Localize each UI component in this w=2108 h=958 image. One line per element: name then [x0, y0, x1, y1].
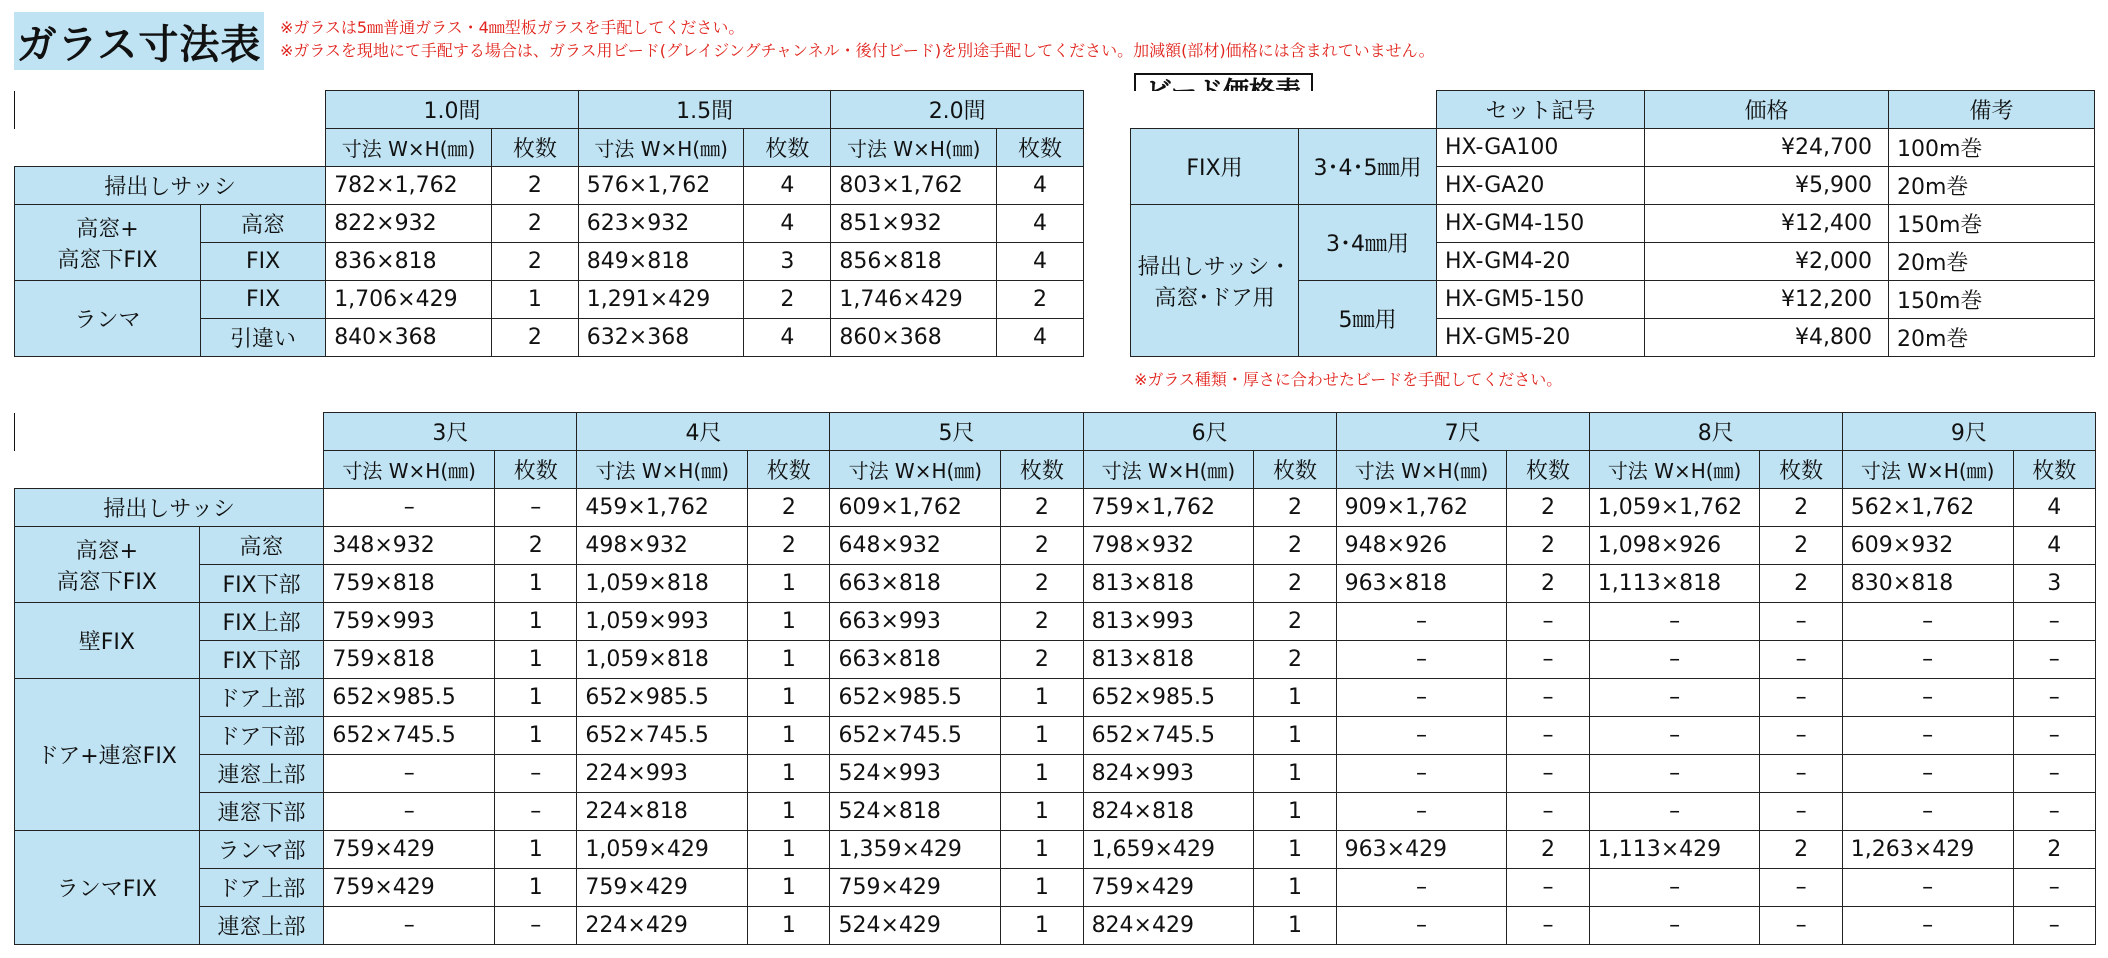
dimension-cell: 224×818: [577, 793, 748, 831]
quantity-cell: 2: [1254, 565, 1336, 603]
dimension-cell: 759×818: [324, 565, 495, 603]
dimension-cell: –: [1336, 641, 1507, 679]
dimension-cell: –: [1589, 793, 1760, 831]
qty-header: 枚数: [1760, 451, 1842, 489]
quantity-cell: 1: [748, 907, 830, 945]
quantity-cell: –: [1507, 793, 1589, 831]
dim-header: 寸法 W×H(㎜): [1589, 451, 1760, 489]
row-sub-label: ドア下部: [199, 717, 324, 755]
dimension-cell: –: [324, 793, 495, 831]
quantity-cell: 1: [495, 603, 577, 641]
bead-thickness-label: 3･4･5㎜用: [1299, 129, 1437, 205]
quantity-cell: –: [1507, 717, 1589, 755]
quantity-cell: –: [1760, 679, 1842, 717]
quantity-cell: 1: [1001, 793, 1083, 831]
quantity-cell: 1: [495, 717, 577, 755]
quantity-cell: 1: [495, 641, 577, 679]
quantity-cell: 4: [744, 319, 831, 357]
quantity-cell: 2: [1760, 565, 1842, 603]
dimension-cell: 1,113×818: [1589, 565, 1760, 603]
dimension-cell: –: [1842, 907, 2013, 945]
side-group-header: 9尺: [1842, 413, 2095, 451]
row-group-label: 高窓+ 高窓下FIX: [15, 205, 201, 281]
quantity-cell: 2: [748, 527, 830, 565]
quantity-cell: –: [1507, 641, 1589, 679]
dim-header: 寸法 W×H(㎜): [577, 451, 748, 489]
quantity-cell: 2: [1254, 489, 1336, 527]
note-line-1: ※ガラスは5㎜普通ガラス・4㎜型板ガラスを手配してください。: [280, 18, 745, 37]
dimension-cell: –: [1336, 869, 1507, 907]
quantity-cell: –: [495, 489, 577, 527]
dimension-cell: 856×818: [831, 243, 997, 281]
bead-use-label: 掃出しサッシ・ 高窓･ドア用: [1131, 205, 1299, 357]
dimension-cell: 1,113×429: [1589, 831, 1760, 869]
dimension-cell: 840×368: [326, 319, 492, 357]
dimension-cell: 759×818: [324, 641, 495, 679]
bead-thickness-label: 5㎜用: [1299, 281, 1437, 357]
quantity-cell: 1: [1001, 869, 1083, 907]
row-sub-label: FIX下部: [199, 565, 324, 603]
quantity-cell: –: [2013, 869, 2095, 907]
dimension-cell: 648×932: [830, 527, 1001, 565]
dimension-cell: 798×932: [1083, 527, 1254, 565]
row-sub-label: ドア上部: [199, 869, 324, 907]
bead-use-label: FIX用: [1131, 129, 1299, 205]
side-group-header: 5尺: [830, 413, 1083, 451]
quantity-cell: 2: [491, 167, 578, 205]
dim-header: 寸法 W×H(㎜): [326, 129, 492, 167]
quantity-cell: –: [1760, 755, 1842, 793]
dimension-cell: 1,059×818: [577, 641, 748, 679]
quantity-cell: 2: [997, 281, 1084, 319]
quantity-cell: 2: [491, 319, 578, 357]
row-group-label: 壁FIX: [15, 603, 200, 679]
front-corner: [15, 91, 326, 129]
dimension-cell: –: [1842, 869, 2013, 907]
quantity-cell: 1: [491, 281, 578, 319]
row-sub-label: 高窓: [199, 527, 324, 565]
dimension-cell: 652×985.5: [1083, 679, 1254, 717]
dimension-cell: 759×429: [830, 869, 1001, 907]
bead-set-code: HX-GA100: [1437, 129, 1645, 167]
dim-header: 寸法 W×H(㎜): [324, 451, 495, 489]
dimension-cell: 652×745.5: [324, 717, 495, 755]
quantity-cell: –: [495, 907, 577, 945]
front-group-header: 2.0間: [831, 91, 1084, 129]
note-line-2: ※ガラスを現地にて手配する場合は、ガラス用ビード(グレイジングチャンネル・後付ビード)を別途手配してください。加減額(部材)価格には含まれていません。: [280, 41, 1435, 60]
side-corner: [15, 413, 324, 451]
dimension-cell: 623×932: [578, 205, 744, 243]
dimension-cell: –: [1589, 603, 1760, 641]
quantity-cell: –: [2013, 717, 2095, 755]
quantity-cell: 2: [1760, 527, 1842, 565]
quantity-cell: 4: [2013, 489, 2095, 527]
dimension-cell: 652×745.5: [1083, 717, 1254, 755]
row-sub-label: 高窓: [200, 205, 325, 243]
dimension-cell: –: [1336, 907, 1507, 945]
quantity-cell: –: [2013, 679, 2095, 717]
quantity-cell: 2: [1254, 527, 1336, 565]
quantity-cell: 2: [491, 243, 578, 281]
qty-header: 枚数: [997, 129, 1084, 167]
dim-header: 寸法 W×H(㎜): [830, 451, 1001, 489]
qty-header: 枚数: [1507, 451, 1589, 489]
dimension-cell: 836×818: [326, 243, 492, 281]
dimension-cell: 652×985.5: [830, 679, 1001, 717]
quantity-cell: 1: [1254, 793, 1336, 831]
dimension-cell: –: [1336, 603, 1507, 641]
dimension-cell: 524×818: [830, 793, 1001, 831]
quantity-cell: 4: [997, 167, 1084, 205]
quantity-cell: –: [495, 793, 577, 831]
bead-price: ¥2,000: [1645, 243, 1889, 281]
dimension-cell: 813×818: [1083, 641, 1254, 679]
bead-remark: 20m巻: [1889, 243, 2095, 281]
dimension-cell: –: [1589, 869, 1760, 907]
row-label: 掃出しサッシ: [15, 167, 326, 205]
quantity-cell: 1: [748, 869, 830, 907]
dimension-cell: –: [1336, 679, 1507, 717]
quantity-cell: 2: [1001, 565, 1083, 603]
dimension-cell: 1,059×993: [577, 603, 748, 641]
row-label: 掃出しサッシ: [15, 489, 324, 527]
dimension-cell: 824×818: [1083, 793, 1254, 831]
bead-price: ¥12,400: [1645, 205, 1889, 243]
dimension-cell: 609×1,762: [830, 489, 1001, 527]
quantity-cell: –: [2013, 603, 2095, 641]
row-sub-label: ランマ部: [199, 831, 324, 869]
dimension-cell: –: [1336, 793, 1507, 831]
row-group-label: ランマFIX: [15, 831, 200, 945]
quantity-cell: 1: [1001, 717, 1083, 755]
dimension-cell: 632×368: [578, 319, 744, 357]
quantity-cell: 1: [495, 565, 577, 603]
dim-header: 寸法 W×H(㎜): [578, 129, 744, 167]
quantity-cell: 2: [2013, 831, 2095, 869]
dimension-cell: –: [324, 755, 495, 793]
quantity-cell: 2: [1254, 641, 1336, 679]
side-corner: [15, 451, 324, 489]
dimension-cell: 782×1,762: [326, 167, 492, 205]
quantity-cell: 4: [997, 243, 1084, 281]
quantity-cell: 1: [1001, 679, 1083, 717]
bead-price: ¥12,200: [1645, 281, 1889, 319]
quantity-cell: 2: [495, 527, 577, 565]
bead-set-code: HX-GM5-150: [1437, 281, 1645, 319]
dimension-cell: –: [1842, 679, 2013, 717]
dimension-cell: 963×429: [1336, 831, 1507, 869]
row-sub-label: 引違い: [200, 319, 325, 357]
dimension-cell: 1,059×429: [577, 831, 748, 869]
row-sub-label: 連窓下部: [199, 793, 324, 831]
dimension-cell: 498×932: [577, 527, 748, 565]
quantity-cell: 1: [748, 679, 830, 717]
quantity-cell: 3: [744, 243, 831, 281]
front-corner: [15, 129, 326, 167]
dimension-cell: 830×818: [1842, 565, 2013, 603]
dimension-cell: 759×1,762: [1083, 489, 1254, 527]
dimension-cell: 663×993: [830, 603, 1001, 641]
dimension-cell: 759×429: [1083, 869, 1254, 907]
dimension-cell: 663×818: [830, 641, 1001, 679]
quantity-cell: –: [1507, 603, 1589, 641]
row-sub-label: ドア上部: [199, 679, 324, 717]
quantity-cell: 2: [1507, 565, 1589, 603]
front-group-header: 1.0間: [326, 91, 579, 129]
quantity-cell: 2: [1001, 603, 1083, 641]
qty-header: 枚数: [491, 129, 578, 167]
row-group-label: 高窓+ 高窓下FIX: [15, 527, 200, 603]
bead-set-code: HX-GM4-150: [1437, 205, 1645, 243]
notes: [280, 16, 1435, 62]
bead-set-code: HX-GM4-20: [1437, 243, 1645, 281]
quantity-cell: 4: [2013, 527, 2095, 565]
row-sub-label: FIX: [200, 281, 325, 319]
bead-remark: 100m巻: [1889, 129, 2095, 167]
quantity-cell: 2: [1001, 641, 1083, 679]
quantity-cell: 4: [997, 319, 1084, 357]
dimension-cell: 652×985.5: [324, 679, 495, 717]
dimension-cell: 1,059×818: [577, 565, 748, 603]
quantity-cell: –: [1507, 679, 1589, 717]
dimension-cell: 803×1,762: [831, 167, 997, 205]
quantity-cell: –: [1507, 869, 1589, 907]
dimension-cell: 824×429: [1083, 907, 1254, 945]
dimension-cell: 1,706×429: [326, 281, 492, 319]
quantity-cell: 1: [1001, 907, 1083, 945]
quantity-cell: 2: [1507, 527, 1589, 565]
quantity-cell: –: [1507, 907, 1589, 945]
side-group-header: 6尺: [1083, 413, 1336, 451]
dimension-cell: 224×429: [577, 907, 748, 945]
dimension-cell: 652×745.5: [577, 717, 748, 755]
quantity-cell: 1: [495, 679, 577, 717]
dimension-cell: 822×932: [326, 205, 492, 243]
dimension-cell: –: [1336, 717, 1507, 755]
dimension-cell: 1,098×926: [1589, 527, 1760, 565]
row-sub-label: FIX下部: [199, 641, 324, 679]
quantity-cell: 1: [748, 793, 830, 831]
dimension-cell: 609×932: [1842, 527, 2013, 565]
quantity-cell: –: [2013, 907, 2095, 945]
dimension-cell: 562×1,762: [1842, 489, 2013, 527]
bead-column-header: 価格: [1645, 91, 1889, 129]
side-group-header: 3尺: [324, 413, 577, 451]
dimension-cell: 1,291×429: [578, 281, 744, 319]
quantity-cell: 4: [997, 205, 1084, 243]
dim-header: 寸法 W×H(㎜): [1842, 451, 2013, 489]
dimension-cell: 759×429: [577, 869, 748, 907]
dimension-cell: –: [1589, 907, 1760, 945]
dimension-cell: –: [1589, 717, 1760, 755]
dimension-cell: 224×993: [577, 755, 748, 793]
quantity-cell: 2: [1760, 831, 1842, 869]
bead-remark: 150m巻: [1889, 205, 2095, 243]
quantity-cell: 1: [495, 831, 577, 869]
quantity-cell: 1: [748, 641, 830, 679]
quantity-cell: 1: [748, 565, 830, 603]
dimension-cell: 576×1,762: [578, 167, 744, 205]
dimension-cell: 1,359×429: [830, 831, 1001, 869]
quantity-cell: 4: [744, 167, 831, 205]
dimension-cell: 759×429: [324, 831, 495, 869]
dimension-cell: 860×368: [831, 319, 997, 357]
dimension-cell: 524×993: [830, 755, 1001, 793]
quantity-cell: 1: [748, 755, 830, 793]
quantity-cell: 1: [1254, 755, 1336, 793]
row-sub-label: 連窓上部: [199, 907, 324, 945]
dimension-cell: –: [1336, 755, 1507, 793]
dimension-cell: –: [1842, 793, 2013, 831]
dimension-cell: –: [1842, 755, 2013, 793]
row-sub-label: FIX: [200, 243, 325, 281]
dimension-cell: 663×818: [830, 565, 1001, 603]
quantity-cell: –: [495, 755, 577, 793]
quantity-cell: 1: [748, 603, 830, 641]
bead-price: ¥24,700: [1645, 129, 1889, 167]
quantity-cell: 1: [1254, 907, 1336, 945]
bead-price-table: [1130, 90, 2095, 357]
dimension-cell: 1,746×429: [831, 281, 997, 319]
quantity-cell: 1: [748, 717, 830, 755]
dimension-cell: 849×818: [578, 243, 744, 281]
quantity-cell: –: [1760, 641, 1842, 679]
dimension-cell: 851×932: [831, 205, 997, 243]
dimension-cell: –: [1589, 755, 1760, 793]
side-group-header: 8尺: [1589, 413, 1842, 451]
side-group-header: 4尺: [577, 413, 830, 451]
dimension-cell: 652×985.5: [577, 679, 748, 717]
quantity-cell: 2: [1254, 603, 1336, 641]
side-group-header: 7尺: [1336, 413, 1589, 451]
dimension-cell: –: [1589, 641, 1760, 679]
quantity-cell: 1: [1254, 869, 1336, 907]
dimension-cell: –: [1842, 603, 2013, 641]
quantity-cell: 1: [1001, 755, 1083, 793]
bead-thickness-label: 3･4㎜用: [1299, 205, 1437, 281]
quantity-cell: –: [1760, 717, 1842, 755]
dim-header: 寸法 W×H(㎜): [1336, 451, 1507, 489]
quantity-cell: 2: [491, 205, 578, 243]
dimension-cell: 813×818: [1083, 565, 1254, 603]
quantity-cell: 2: [1507, 489, 1589, 527]
qty-header: 枚数: [2013, 451, 2095, 489]
row-group-label: ランマ: [15, 281, 201, 357]
quantity-cell: 2: [744, 281, 831, 319]
quantity-cell: 2: [1001, 527, 1083, 565]
quantity-cell: 1: [1254, 717, 1336, 755]
side-table: [14, 412, 2096, 945]
quantity-cell: –: [1760, 793, 1842, 831]
bead-corner: [1131, 91, 1437, 129]
dim-header: 寸法 W×H(㎜): [831, 129, 997, 167]
quantity-cell: 1: [495, 869, 577, 907]
dimension-cell: 1,659×429: [1083, 831, 1254, 869]
dimension-cell: 652×745.5: [830, 717, 1001, 755]
dimension-cell: 459×1,762: [577, 489, 748, 527]
quantity-cell: –: [1507, 755, 1589, 793]
qty-header: 枚数: [744, 129, 831, 167]
dimension-cell: –: [324, 489, 495, 527]
quantity-cell: 1: [1001, 831, 1083, 869]
front-table: [14, 90, 1084, 357]
row-sub-label: 連窓上部: [199, 755, 324, 793]
bead-price: ¥4,800: [1645, 319, 1889, 357]
dim-header: 寸法 W×H(㎜): [1083, 451, 1254, 489]
quantity-cell: 1: [748, 831, 830, 869]
dimension-cell: –: [324, 907, 495, 945]
bead-price: ¥5,900: [1645, 167, 1889, 205]
dimension-cell: 1,263×429: [1842, 831, 2013, 869]
qty-header: 枚数: [748, 451, 830, 489]
bead-set-code: HX-GA20: [1437, 167, 1645, 205]
quantity-cell: –: [1760, 603, 1842, 641]
row-sub-label: FIX上部: [199, 603, 324, 641]
quantity-cell: 1: [1254, 831, 1336, 869]
dimension-cell: 759×993: [324, 603, 495, 641]
bead-remark: 20m巻: [1889, 319, 2095, 357]
quantity-cell: 2: [1001, 489, 1083, 527]
quantity-cell: 3: [2013, 565, 2095, 603]
bead-note: ※ガラス種類・厚さに合わせたビードを手配してください。: [1134, 370, 1563, 389]
dimension-cell: 1,059×1,762: [1589, 489, 1760, 527]
quantity-cell: –: [1760, 907, 1842, 945]
dimension-cell: 813×993: [1083, 603, 1254, 641]
quantity-cell: –: [2013, 755, 2095, 793]
quantity-cell: –: [2013, 793, 2095, 831]
front-group-header: 1.5間: [578, 91, 831, 129]
quantity-cell: 4: [744, 205, 831, 243]
quantity-cell: 2: [748, 489, 830, 527]
quantity-cell: 2: [1507, 831, 1589, 869]
bead-column-header: 備考: [1889, 91, 2095, 129]
page-title: ガラス寸法表: [14, 12, 264, 70]
dimension-cell: 824×993: [1083, 755, 1254, 793]
row-group-label: ドア+連窓FIX: [15, 679, 200, 831]
dimension-cell: –: [1842, 717, 2013, 755]
dimension-cell: 348×932: [324, 527, 495, 565]
bead-remark: 20m巻: [1889, 167, 2095, 205]
dimension-cell: 963×818: [1336, 565, 1507, 603]
dimension-cell: 524×429: [830, 907, 1001, 945]
quantity-cell: 2: [1760, 489, 1842, 527]
bead-remark: 150m巻: [1889, 281, 2095, 319]
dimension-cell: 759×429: [324, 869, 495, 907]
bead-set-code: HX-GM5-20: [1437, 319, 1645, 357]
qty-header: 枚数: [495, 451, 577, 489]
dimension-cell: 948×926: [1336, 527, 1507, 565]
bead-column-header: セット記号: [1437, 91, 1645, 129]
qty-header: 枚数: [1254, 451, 1336, 489]
dimension-cell: 909×1,762: [1336, 489, 1507, 527]
quantity-cell: 1: [1254, 679, 1336, 717]
dimension-cell: –: [1842, 641, 2013, 679]
dimension-cell: –: [1589, 679, 1760, 717]
quantity-cell: –: [2013, 641, 2095, 679]
quantity-cell: –: [1760, 869, 1842, 907]
qty-header: 枚数: [1001, 451, 1083, 489]
